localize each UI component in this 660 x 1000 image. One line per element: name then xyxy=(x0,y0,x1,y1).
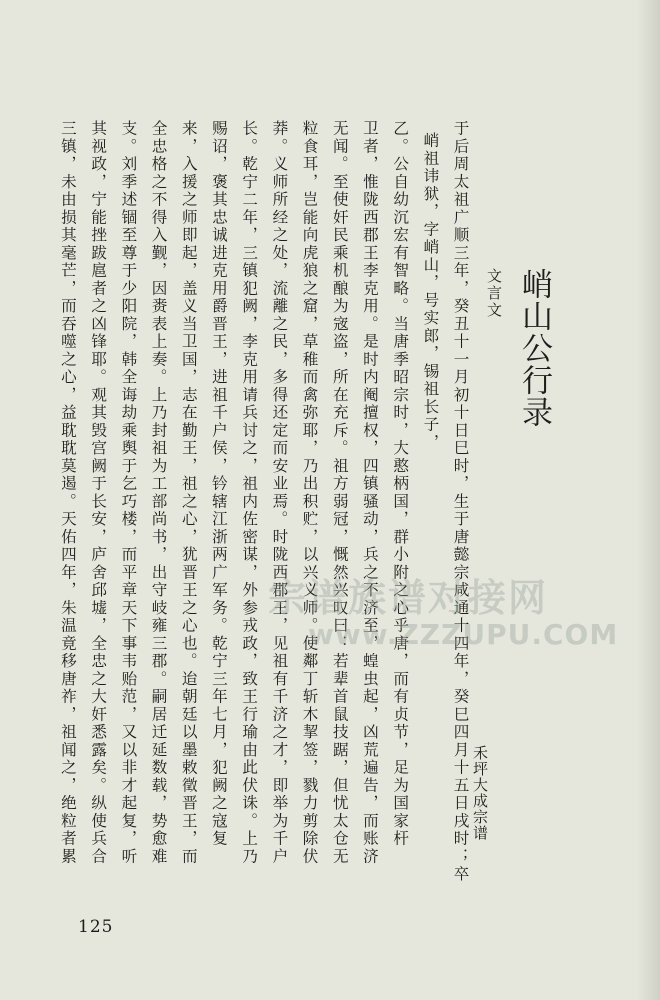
text-column: 赐诏，褒其忠诚进克用爵晋王，进祖千户侯，钤辖江浙两广军务。乾宁三年七月，犯阙之寇复 xyxy=(209,120,228,848)
page-number: 125 xyxy=(78,917,114,937)
text-column: 峭祖讳狱，字峭山，号实郎，锡祖长子， xyxy=(421,132,440,452)
genre-subtitle: 文言文 xyxy=(485,268,503,319)
text-column: 支。刘季述锢至尊于少阳院，韩全诲劫乘舆于乞巧楼，而平章天下事韦贻范，又以非才起复，听 xyxy=(119,120,138,866)
page-title: 峭山公行录 xyxy=(516,268,552,428)
page-edge-shadow xyxy=(636,0,660,1000)
text-column: 卫者，惟陇西郡王李克用。是时内阉擅权，四镇骚动，兵之不济至，蝗虫起，凶荒遍告，而账济 xyxy=(360,120,379,866)
text-column: 乙。公自幼沉宏有智略。当唐季昭宗时，大憨柄国，群小附之心乎唐，而有贞节，足为国家杆 xyxy=(391,120,410,848)
text-column: 来，入援之师即起，盖义当卫国，志在勤王，祖之心，犹晋王之心也。迨朝廷以墨敕徵晋王，而 xyxy=(179,120,198,866)
text-column: 三镇，未由损其毫芒，而吞噬之心，益耽耽莫遏。天佑四年，朱温竟移唐祚，祖闻之，绝粒者累 xyxy=(58,120,77,866)
genealogy-label: 禾坪大成宗谱 xyxy=(471,745,489,841)
watermark-url: www.ZZZUPU.COM xyxy=(308,617,619,651)
text-column: 粒食耳，岂能向虎狼之窟，草稚而禽弥耶，乃出积贮，以兴义师。使鄰丁斩木挈签，戮力剪除伏 xyxy=(300,120,319,866)
text-column: 全忠格之不得入觐，因赉表上奏。上乃封祖为工部尚书，出守岐雍三郡。嗣居迁延数载，势愈难 xyxy=(149,120,168,866)
watermark xyxy=(268,578,618,651)
text-column: 无闻。至使奸民乘机酿为宼盗，所在充斥。祖方弱冠，慨然兴叹曰：若辈首鼠技踞，但忧太仓无 xyxy=(330,120,349,866)
watermark-text: 宗谱族谱对接网 xyxy=(268,576,549,620)
text-column: 长。乾宁二年，三镇犯阙，李克用请兵讨之，祖内佐密谋，外参戎政，致王行瑜由此伏诛。上乃 xyxy=(240,120,259,866)
text-column: 其视政，宁能挫跋扈者之凶锋耶。观其毁宫阙于长安，庐舍邱墟，全忠之大奸悉露矣。纵使兵合 xyxy=(89,120,108,866)
text-column: 于后周太祖广顺三年，癸丑十一月初十日巳时，生于唐懿宗咸通十四年，癸巳四月十五日戌时；卒 xyxy=(451,120,470,884)
text-column: 莽。义师所经之处，流離之民，多得还定而安业焉。时陇西郡王，见祖有千济之才，即举为千户 xyxy=(270,120,289,866)
